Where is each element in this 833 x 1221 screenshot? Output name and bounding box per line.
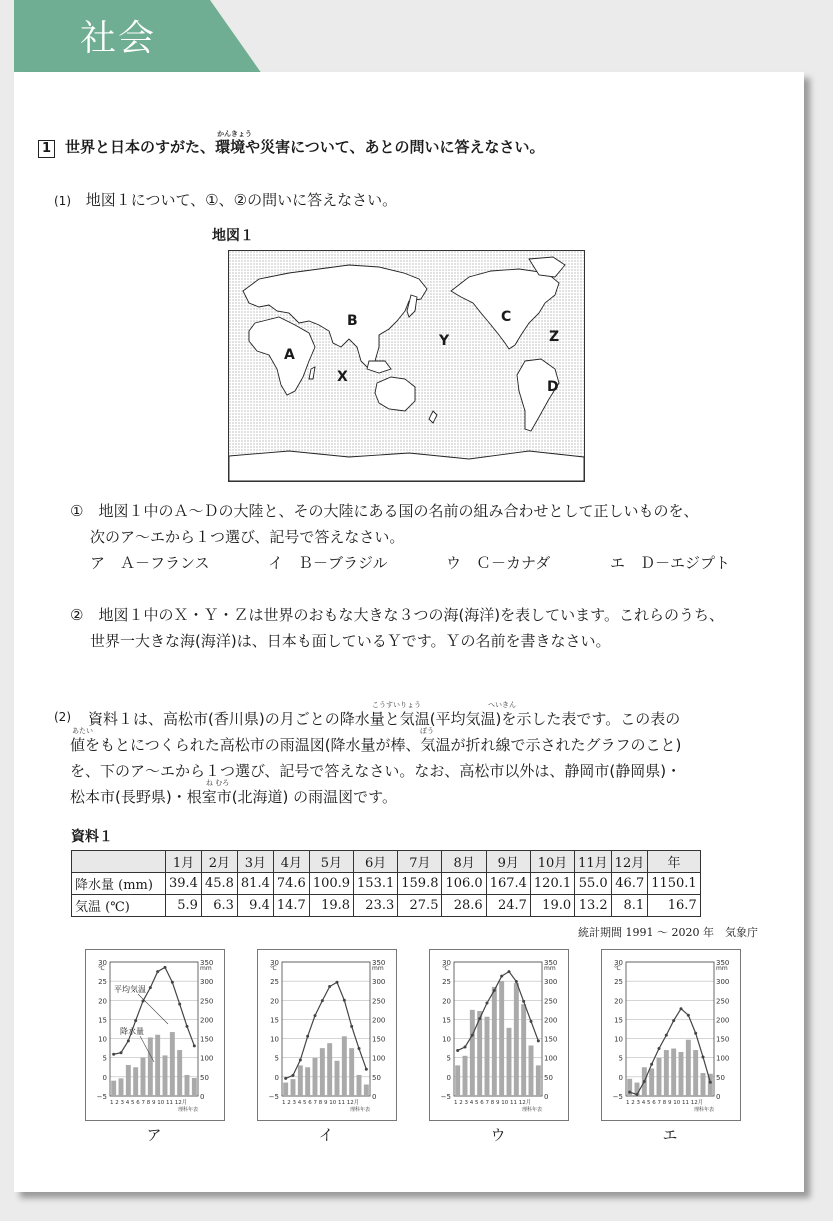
right-tick-label: 300 <box>372 978 386 987</box>
map-label-d: D <box>547 379 559 395</box>
right-tick-label: 0 <box>716 1093 721 1101</box>
precipitation-bar <box>141 1057 146 1096</box>
ruby-kousuiryou: こうすいりょう <box>372 701 421 709</box>
precipitation-bar <box>529 1045 534 1096</box>
month-axis-labels: 1 2 3 4 5 6 7 8 9 10 11 12月 <box>626 1100 704 1106</box>
right-tick-label: 350 <box>716 959 730 967</box>
temperature-point <box>456 1049 459 1052</box>
q2-line2: 世界一大きな海(海洋)は、日本も面しているＹです。Ｙの名前を書きなさい。 <box>90 632 611 650</box>
right-tick-label: 0 <box>372 1093 377 1101</box>
temperature-point <box>650 1063 653 1066</box>
precipitation-bar <box>170 1032 175 1096</box>
month-axis-labels: 1 2 3 4 5 6 7 8 9 10 11 12月 <box>282 1100 360 1106</box>
right-tick-label: 200 <box>372 1016 386 1025</box>
temperature-point <box>299 1059 302 1062</box>
temperature-point <box>178 1003 181 1006</box>
world-map <box>228 250 585 482</box>
left-tick-label: 0 <box>274 1073 279 1082</box>
left-tick-label: 5 <box>274 1054 279 1063</box>
precipitation-bar <box>649 1068 654 1096</box>
temperature-point <box>292 1074 295 1077</box>
table-row-precipitation: 降水量 (mm) 39.4 45.8 81.4 74.6 100.9 153.1 159.8 106.0 167.4 120.1 55.0 46.7 1150.1 <box>72 873 701 895</box>
map-label-z: Z <box>549 329 560 345</box>
temperature-point <box>493 989 496 992</box>
left-tick-label: 20 <box>614 997 623 1006</box>
month-axis-labels: 1 2 3 4 5 6 7 8 9 10 11 12月 <box>110 1100 188 1106</box>
left-tick-label: 30 <box>614 959 623 967</box>
temperature-point <box>336 981 339 984</box>
left-tick-label: 0 <box>618 1073 623 1082</box>
climate-chart-e <box>601 949 741 1121</box>
precipitation-bar <box>499 981 504 1096</box>
temperature-point <box>306 1035 309 1038</box>
precipitation-bar <box>119 1078 124 1096</box>
ruby-kankyou: かんきょう <box>217 130 253 138</box>
ruby-atai: あたい <box>72 727 93 735</box>
precipitation-bar <box>283 1083 288 1096</box>
precipitation-bar <box>686 1040 691 1096</box>
precipitation-bar <box>192 1078 197 1096</box>
temperature-point <box>530 1020 533 1023</box>
temperature-point <box>694 1032 697 1035</box>
temperature-point <box>193 1044 196 1047</box>
precipitation-bar <box>701 1073 706 1096</box>
left-tick-label: 15 <box>442 1016 451 1025</box>
precipitation-bar <box>133 1067 138 1096</box>
right-tick-label: 50 <box>716 1073 725 1082</box>
temperature-point <box>358 1047 361 1050</box>
precipitation-bar <box>679 1052 684 1096</box>
right-tick-label: 0 <box>200 1093 205 1101</box>
map-label-a: A <box>284 347 295 363</box>
left-tick-label: 0 <box>446 1073 451 1082</box>
chart-source: 理科年表 <box>349 1107 370 1113</box>
right-tick-label: 100 <box>200 1054 214 1063</box>
q1-line2: 次のア～エから１つ選び、記号で答えなさい。 <box>90 528 405 546</box>
left-tick-label: 30 <box>442 959 451 967</box>
left-tick-label: 15 <box>614 1016 623 1025</box>
right-tick-label: 50 <box>200 1073 209 1082</box>
temperature-point <box>680 1007 683 1010</box>
chart-label-i: イ <box>318 1126 334 1144</box>
right-tick-label: 50 <box>372 1073 381 1082</box>
left-tick-label: 5 <box>446 1054 451 1063</box>
right-tick-label: 150 <box>200 1035 214 1044</box>
temperature-point <box>478 1017 481 1020</box>
precipitation-bar <box>305 1067 310 1096</box>
sub-question-1: (1) 地図１について、①、②の問いに答えなさい。 <box>54 191 398 209</box>
q1-line1: ① 地図１中のＡ～Ｄの大陸と、その大陸にある国の名前の組み合わせとして正しいものを、 <box>70 502 699 520</box>
right-tick-label: 100 <box>716 1054 730 1063</box>
temperature-point <box>314 1014 317 1017</box>
temperature-point <box>471 1034 474 1037</box>
table-header-row: 1月 2月 3月 4月 5月 6月 7月 8月 9月 10月 11月 12月 年 <box>72 851 701 873</box>
precipitation-bar <box>455 1065 460 1096</box>
right-tick-label: 100 <box>544 1054 558 1063</box>
left-tick-label: −5 <box>440 1093 451 1101</box>
temperature-point <box>515 980 518 983</box>
temperature-point <box>537 1039 540 1042</box>
left-tick-label: 0 <box>102 1073 107 1082</box>
temperature-point <box>500 975 503 978</box>
map-label-y: Y <box>439 333 450 349</box>
precipitation-bar <box>349 1048 354 1096</box>
right-tick-label: 350 <box>544 959 558 967</box>
precipitation-bar <box>492 987 497 1096</box>
left-tick-label: 25 <box>442 978 451 987</box>
temperature-point <box>628 1091 631 1094</box>
temperature-line <box>630 1009 711 1095</box>
right-tick-label: 200 <box>200 1016 214 1025</box>
precipitation-bar <box>148 1037 153 1096</box>
right-tick-label: 300 <box>716 978 730 987</box>
temperature-point <box>636 1093 639 1096</box>
q2-line1: ② 地図１中のＸ・Ｙ・Ｚは世界のおもな大きな３つの海(海洋)を表しています。これらのうち、 <box>70 606 724 624</box>
left-tick-label: 20 <box>270 997 279 1006</box>
chart-source: 理科年表 <box>177 1107 198 1113</box>
sub-question-2-number: (2) <box>54 710 71 724</box>
question-sheet <box>14 72 804 1192</box>
choice-u: ウ Ｃ－カナダ <box>446 554 551 572</box>
climate-chart-a <box>85 949 225 1121</box>
right-tick-label: 300 <box>544 978 558 987</box>
chart-source: 理科年表 <box>693 1107 714 1113</box>
climate-table <box>71 850 701 917</box>
precipitation-bar <box>126 1065 131 1096</box>
question-1-heading: 1 世界と日本のすがた、 かんきょう 環境や災害について、あとの問いに答えなさい。 <box>38 136 544 158</box>
right-tick-label: 200 <box>716 1016 730 1025</box>
temperature-point <box>672 1019 675 1022</box>
precipitation-bar <box>485 1017 490 1096</box>
subject-label: 社会 <box>80 18 157 59</box>
precipitation-bar <box>327 1043 332 1096</box>
choice-e: エ Ｄ－エジプト <box>610 554 731 572</box>
left-tick-label: 15 <box>98 1016 107 1025</box>
antarctica-shape <box>229 451 584 481</box>
right-unit: mm <box>716 965 728 972</box>
table-title: 資料１ <box>71 829 113 845</box>
left-tick-label: 5 <box>618 1054 623 1063</box>
temperature-point <box>164 966 167 969</box>
right-tick-label: 300 <box>200 978 214 987</box>
precipitation-bar <box>291 1079 296 1096</box>
precipitation-bar <box>364 1085 369 1096</box>
temperature-point <box>464 1045 467 1048</box>
chart-label-e: エ <box>662 1126 678 1144</box>
left-unit: ℃ <box>614 965 621 972</box>
precipitation-bar <box>521 1004 526 1096</box>
precipitation-bar <box>185 1075 190 1096</box>
left-tick-label: 25 <box>614 978 623 987</box>
left-tick-label: −5 <box>612 1093 623 1101</box>
left-tick-label: 30 <box>98 959 107 967</box>
precipitation-bar <box>177 1050 182 1096</box>
ruby-nemuro: ね むろ <box>206 779 230 787</box>
right-tick-label: 150 <box>372 1035 386 1044</box>
temperature-point <box>156 970 159 973</box>
choice-a: ア Ａ－フランス <box>90 554 210 572</box>
table-source: 統計期間 1991 ～ 2020 年 気象庁 <box>578 926 758 939</box>
temperature-point <box>321 999 324 1002</box>
map-title: 地図１ <box>212 228 254 244</box>
precipitation-bar <box>163 1055 168 1096</box>
right-tick-label: 250 <box>716 997 730 1006</box>
precipitation-bar <box>664 1050 669 1096</box>
temperature-point <box>508 970 511 973</box>
left-tick-label: 20 <box>442 997 451 1006</box>
climate-chart-i <box>257 949 397 1121</box>
temperature-point <box>522 1000 525 1003</box>
left-unit: ℃ <box>270 965 277 972</box>
temperature-point <box>709 1081 712 1084</box>
precipitation-bar <box>320 1048 325 1096</box>
table-row-temperature: 気温 (℃) 5.9 6.3 9.4 14.7 19.8 23.3 27.5 28.6 24.7 19.0 13.2 8.1 16.7 <box>72 895 701 917</box>
precipitation-bar <box>111 1081 116 1096</box>
left-unit: ℃ <box>442 965 449 972</box>
temperature-point <box>149 986 152 989</box>
map-label-x: X <box>337 369 348 385</box>
choice-i: イ Ｂ－ブラジル <box>268 554 388 572</box>
right-tick-label: 150 <box>716 1035 730 1044</box>
precipitation-bar <box>313 1058 318 1096</box>
left-tick-label: 10 <box>442 1035 451 1044</box>
temperature-point <box>687 1014 690 1017</box>
temperature-point <box>665 1034 668 1037</box>
subject-tab <box>0 0 262 74</box>
precipitation-bar <box>514 983 519 1096</box>
precipitation-bar <box>335 1061 340 1096</box>
precipitation-bar <box>657 1058 662 1096</box>
temperature-point <box>171 981 174 984</box>
chart-source: 理科年表 <box>521 1107 542 1113</box>
temperature-point <box>284 1077 287 1080</box>
temperature-point <box>127 1039 130 1042</box>
climate-chart-u <box>429 949 569 1121</box>
precipitation-bar <box>357 1075 362 1096</box>
chart-label-u: ウ <box>490 1126 506 1144</box>
precipitation-bar <box>671 1049 676 1096</box>
temperature-line <box>114 967 195 1054</box>
right-tick-label: 50 <box>544 1073 553 1082</box>
left-tick-label: 20 <box>98 997 107 1006</box>
left-tick-label: 5 <box>102 1054 107 1063</box>
right-tick-label: 250 <box>372 997 386 1006</box>
left-tick-label: −5 <box>96 1093 107 1101</box>
legend-temperature: 平均気温 <box>114 985 146 994</box>
precipitation-bar <box>463 1056 468 1096</box>
right-tick-label: 250 <box>200 997 214 1006</box>
temperature-point <box>186 1025 189 1028</box>
temperature-point <box>343 999 346 1002</box>
temperature-point <box>328 985 331 988</box>
left-unit: ℃ <box>98 965 105 972</box>
ruby-bou: ぼう <box>420 727 434 735</box>
precipitation-bar <box>342 1036 347 1096</box>
right-tick-label: 350 <box>200 959 214 967</box>
ruby-heikin: へいきん <box>488 701 516 709</box>
precipitation-bar <box>470 1010 475 1096</box>
map-label-c: C <box>501 309 512 325</box>
left-tick-label: 15 <box>270 1016 279 1025</box>
sub2-line4: 松本市(長野県)・根室市(北海道) の雨温図です。 <box>70 788 397 806</box>
chart-label-a: ア <box>146 1126 162 1144</box>
sub2-line1: 資料１は、高松市(香川県)の月ごとの降水量と気温(平均気温)を示した表です。この表の <box>88 710 681 728</box>
right-unit: mm <box>372 965 384 972</box>
temperature-point <box>134 1019 137 1022</box>
month-axis-labels: 1 2 3 4 5 6 7 8 9 10 11 12月 <box>454 1100 532 1106</box>
right-tick-label: 0 <box>544 1093 549 1101</box>
left-tick-label: −5 <box>268 1093 279 1101</box>
precipitation-bar <box>536 1065 541 1096</box>
sub2-line2: 値をもとにつくられた高松市の雨温図(降水量が棒、気温が折れ線で示されたグラフのこと) <box>70 736 682 754</box>
precipitation-bar <box>298 1065 303 1096</box>
right-unit: mm <box>544 965 556 972</box>
right-tick-label: 350 <box>372 959 386 967</box>
right-tick-label: 200 <box>544 1016 558 1025</box>
right-unit: mm <box>200 965 212 972</box>
precipitation-bar <box>155 1035 160 1096</box>
temperature-point <box>658 1047 661 1050</box>
temperature-point <box>486 1001 489 1004</box>
question-number-box: 1 <box>38 140 55 158</box>
precipitation-bar <box>507 1028 512 1096</box>
sub2-line3: を、下のア～エから１つ選び、記号で答えなさい。なお、高松市以外は、静岡市(静岡県)・ <box>70 762 682 780</box>
right-tick-label: 250 <box>544 997 558 1006</box>
temperature-point <box>350 1025 353 1028</box>
temperature-point <box>365 1068 368 1071</box>
left-tick-label: 25 <box>270 978 279 987</box>
left-tick-label: 10 <box>614 1035 623 1044</box>
temperature-point <box>120 1051 123 1054</box>
temperature-point <box>702 1055 705 1058</box>
precipitation-bar <box>693 1050 698 1096</box>
temperature-point <box>643 1080 646 1083</box>
right-tick-label: 100 <box>372 1054 386 1063</box>
left-tick-label: 10 <box>98 1035 107 1044</box>
left-tick-label: 30 <box>270 959 279 967</box>
right-tick-label: 150 <box>544 1035 558 1044</box>
left-tick-label: 10 <box>270 1035 279 1044</box>
temperature-line <box>286 982 367 1078</box>
left-tick-label: 25 <box>98 978 107 987</box>
map-label-b: B <box>347 313 358 329</box>
legend-precipitation: 降水量 <box>120 1027 144 1036</box>
temperature-point <box>112 1053 115 1056</box>
